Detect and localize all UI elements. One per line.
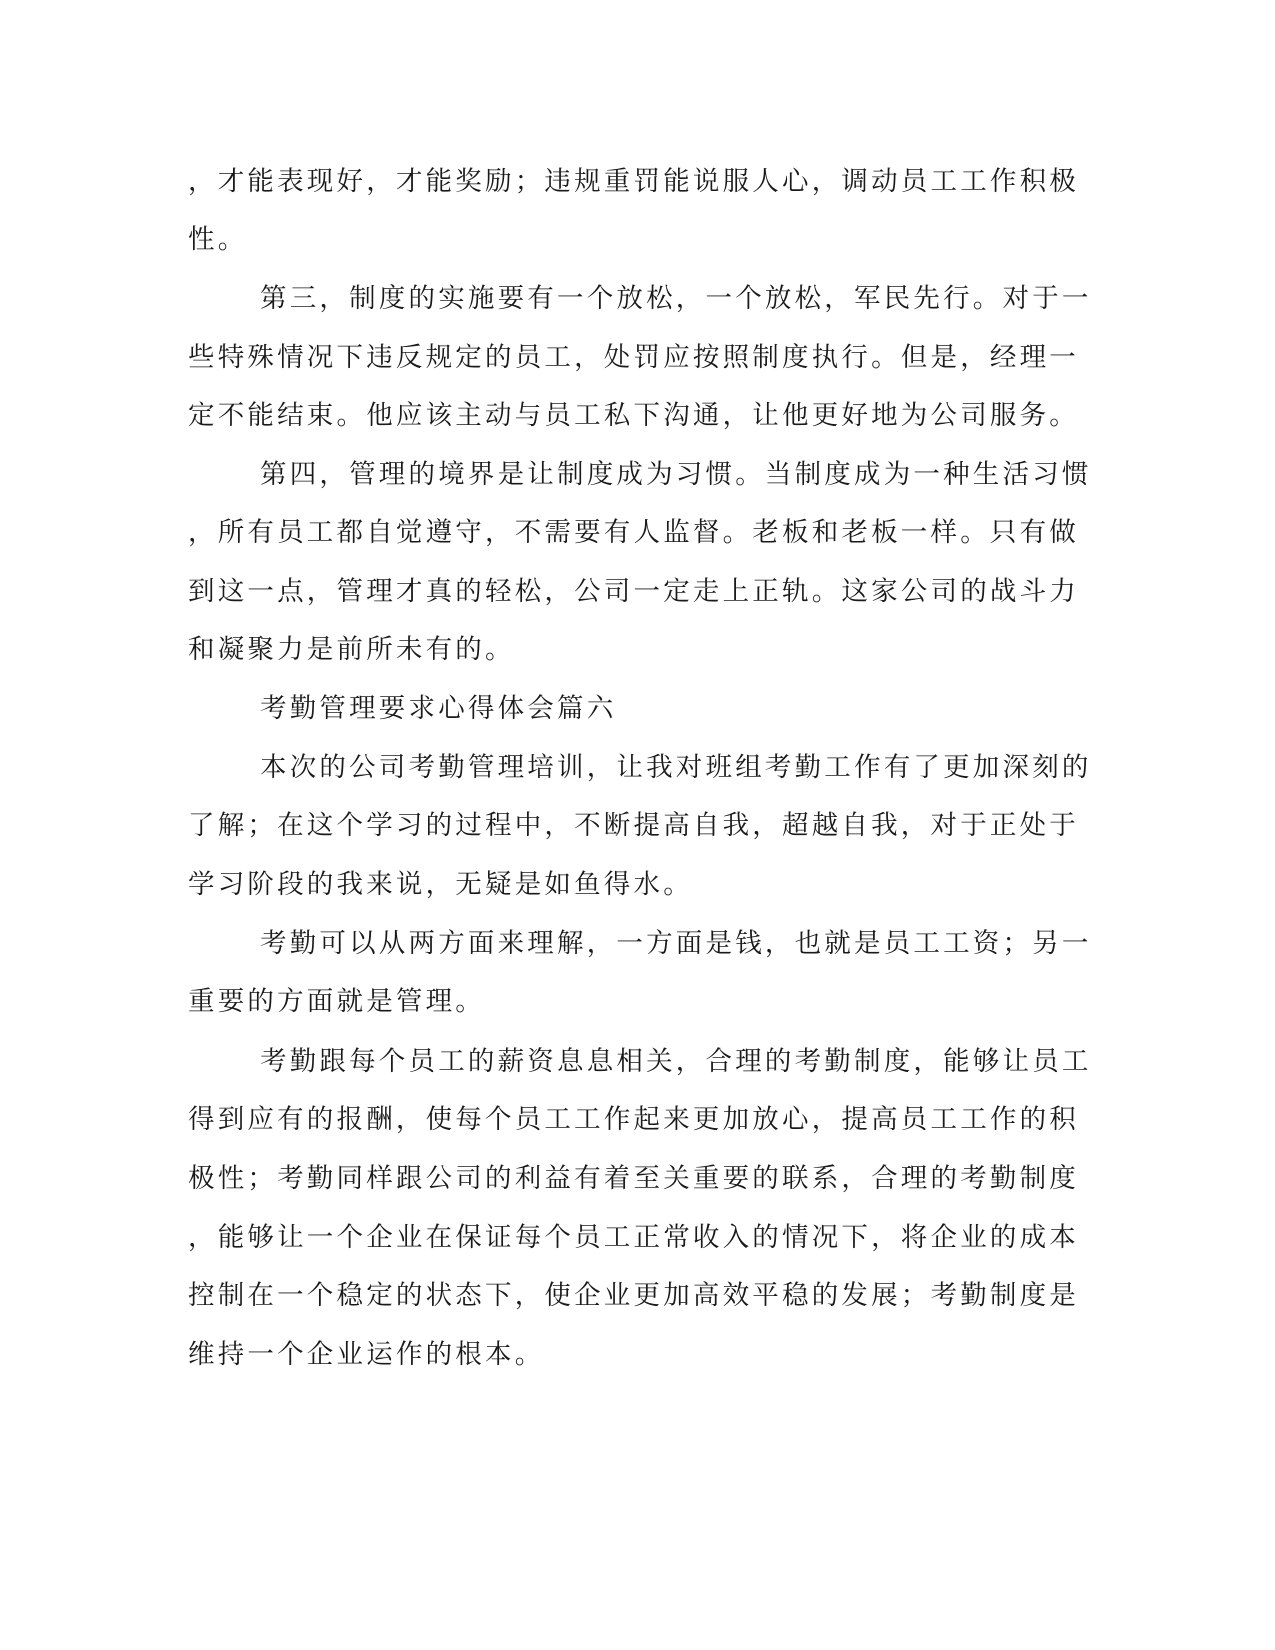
text-line: 重要的方面就是管理。 <box>188 986 485 1017</box>
text-line: ，所有员工都自觉遵守，不需要有人监督。老板和老板一样。只有做 <box>188 517 1079 548</box>
text-line: 到这一点，管理才真的轻松，公司一定走上正轨。这家公司的战斗力 <box>188 576 1079 607</box>
text-line: 了解；在这个学习的过程中，不断提高自我，超越自我，对于正处于 <box>188 810 1079 841</box>
section-heading: 考勤管理要求心得体会篇六 <box>260 693 617 724</box>
text-line: 和凝聚力是前所未有的。 <box>188 634 515 665</box>
text-line: 学习阶段的我来说，无疑是如鱼得水。 <box>188 869 693 900</box>
text-line: 维持一个企业运作的根本。 <box>188 1339 545 1370</box>
text-line: 控制在一个稳定的状态下，使企业更加高效平稳的发展；考勤制度是 <box>188 1280 1079 1311</box>
text-line: 第四，管理的境界是让制度成为习惯。当制度成为一种生活习惯 <box>260 459 1092 490</box>
text-line: 考勤可以从两方面来理解，一方面是钱，也就是员工工资；另一 <box>260 928 1092 959</box>
text-line: 得到应有的报酬，使每个员工工作起来更加放心，提高员工工作的积 <box>188 1104 1079 1135</box>
text-line: 本次的公司考勤管理培训，让我对班组考勤工作有了更加深刻的 <box>260 752 1092 783</box>
text-line: 极性；考勤同样跟公司的利益有着至关重要的联系，合理的考勤制度 <box>188 1163 1079 1194</box>
text-line: ，才能表现好，才能奖励；违规重罚能说服人心，调动员工工作积极 <box>188 166 1079 197</box>
text-line: 第三，制度的实施要有一个放松，一个放松，军民先行。对于一 <box>260 283 1092 314</box>
text-line: 些特殊情况下违反规定的员工，处罚应按照制度执行。但是，经理一 <box>188 342 1079 373</box>
text-line: ，能够让一个企业在保证每个员工正常收入的情况下，将企业的成本 <box>188 1222 1079 1253</box>
text-line: 定不能结束。他应该主动与员工私下沟通，让他更好地为公司服务。 <box>188 400 1079 431</box>
text-line: 考勤跟每个员工的薪资息息相关，合理的考勤制度，能够让员工 <box>260 1046 1092 1077</box>
text-line: 性。 <box>188 224 248 255</box>
